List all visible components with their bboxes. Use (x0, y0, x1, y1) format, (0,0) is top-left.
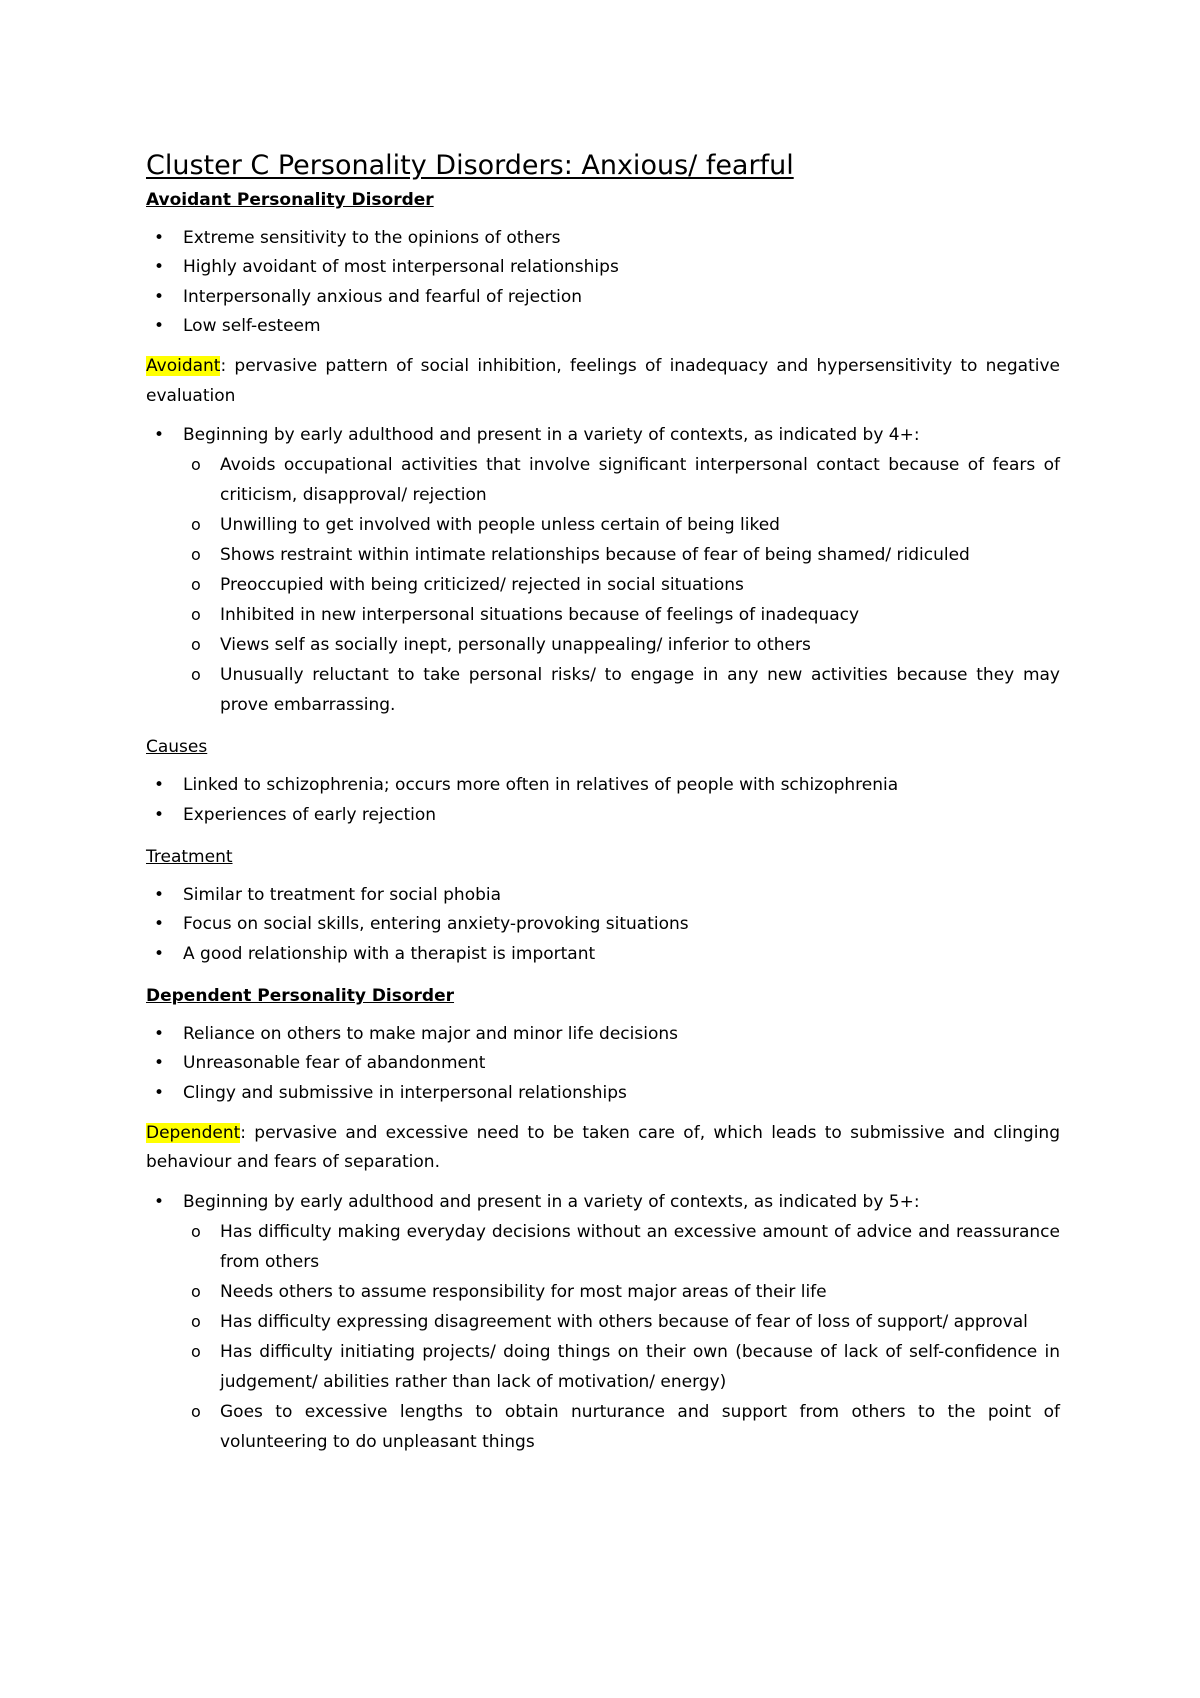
dependent-criteria-intro: Beginning by early adulthood and present in a variety of contexts, as indicated by 5+: (183, 1191, 920, 1212)
avoidant-definition-text: : pervasive pattern of social inhibition, feelings of inadequacy and hypersensitivity to negative evaluation (146, 356, 1060, 406)
document-page (146, 148, 1060, 1457)
dependent-criteria-list (146, 1188, 1060, 1457)
dependent-definition-text: : pervasive and excessive need to be taken care of, which leads to submissive and clinging behaviour and fears of separation. (146, 1122, 1060, 1173)
list-item: • Low self-esteem (146, 312, 1060, 341)
list-item: o Unwilling to get involved with people unless certain of being liked (183, 510, 1060, 540)
list-item: • Clingy and submissive in interpersonal relationships (146, 1079, 1060, 1108)
causes-heading: Causes (146, 737, 208, 758)
treatment-list (146, 881, 1060, 969)
list-item: • Unreasonable fear of abandonment (146, 1049, 1060, 1078)
avoidant-term-highlight: Avoidant (146, 356, 221, 377)
dependent-definition (146, 1119, 1060, 1178)
dependent-term-highlight: Dependent (146, 1122, 241, 1143)
list-item: • Experiences of early rejection (146, 801, 1060, 830)
causes-list (146, 771, 1060, 830)
list-item: • Interpersonally anxious and fearful of rejection (146, 283, 1060, 312)
avoidant-criteria-list (146, 421, 1060, 720)
dependent-heading: Dependent Personality Disorder (146, 985, 455, 1006)
list-item (146, 421, 1060, 720)
list-item: o Goes to excessive lengths to obtain nurturance and support from others to the point of volunteering to do unpleasant things (183, 1397, 1060, 1457)
avoidant-criteria-intro: Beginning by early adulthood and present in a variety of contexts, as indicated by 4+: (183, 425, 920, 446)
list-item: • Similar to treatment for social phobia (146, 881, 1060, 910)
list-item: o Inhibited in new interpersonal situations because of feelings of inadequacy (183, 600, 1060, 630)
list-item: • Linked to schizophrenia; occurs more often in relatives of people with schizophrenia (146, 771, 1060, 800)
list-item: • Highly avoidant of most interpersonal relationships (146, 253, 1060, 282)
list-item: • Extreme sensitivity to the opinions of others (146, 224, 1060, 253)
dependent-criteria-sublist (183, 1217, 1060, 1457)
list-item: • Reliance on others to make major and minor life decisions (146, 1020, 1060, 1049)
list-item: • Focus on social skills, entering anxiety-provoking situations (146, 910, 1060, 939)
list-item: o Needs others to assume responsibility for most major areas of their life (183, 1277, 1060, 1307)
list-item: o Has difficulty making everyday decisions without an excessive amount of advice and reassurance from others (183, 1217, 1060, 1277)
avoidant-features-list (146, 224, 1060, 341)
list-item: o Has difficulty initiating projects/ doing things on their own (because of lack of self-confidence in judgement/ abilities rather than lack of motivation/ energy) (183, 1337, 1060, 1397)
list-item: o Shows restraint within intimate relationships because of fear of being shamed/ ridiculed (183, 540, 1060, 570)
list-item: o Preoccupied with being criticized/ rejected in social situations (183, 570, 1060, 600)
list-item: o Unusually reluctant to take personal risks/ to engage in any new activities because they may prove embarrassing. (183, 660, 1060, 720)
page-title: Cluster C Personality Disorders: Anxious/ fearful (146, 150, 794, 181)
avoidant-heading: Avoidant Personality Disorder (146, 190, 434, 210)
list-item: • A good relationship with a therapist is important (146, 940, 1060, 969)
dependent-features-list (146, 1020, 1060, 1108)
avoidant-criteria-sublist (183, 450, 1060, 720)
avoidant-definition (146, 352, 1060, 411)
treatment-heading: Treatment (146, 847, 233, 868)
list-item: o Views self as socially inept, personally unappealing/ inferior to others (183, 630, 1060, 660)
list-item: o Has difficulty expressing disagreement with others because of fear of loss of support/ approval (183, 1307, 1060, 1337)
list-item: o Avoids occupational activities that involve significant interpersonal contact because of fears of criticism, disapproval/ rejection (183, 450, 1060, 510)
list-item (146, 1188, 1060, 1457)
